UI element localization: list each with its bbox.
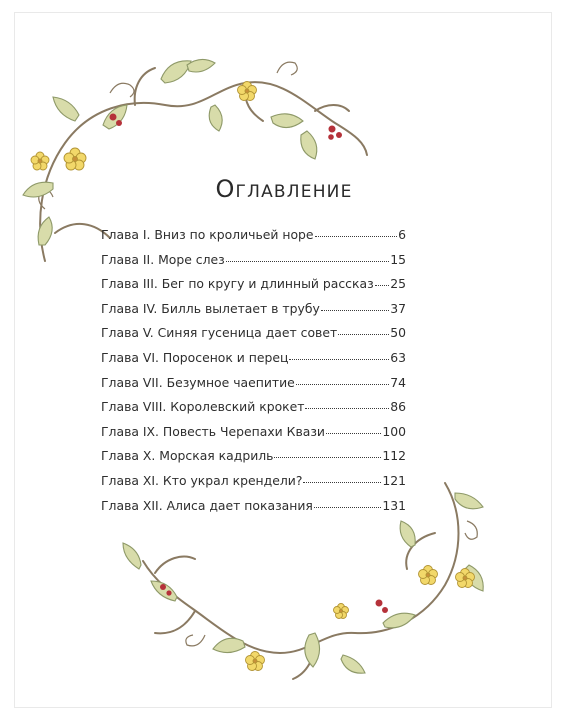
toc-entry-title: Глава II. Море слез bbox=[101, 251, 225, 267]
dot-leader bbox=[303, 482, 381, 483]
toc-entry-title: Глава IX. Повесть Черепахи Квази bbox=[101, 423, 325, 439]
toc-entry-chapter-8[interactable] bbox=[101, 399, 406, 424]
dot-leader bbox=[305, 408, 389, 409]
toc-entry-chapter-4[interactable] bbox=[101, 301, 406, 326]
dot-leader bbox=[338, 334, 389, 335]
toc-entry-title: Глава V. Синяя гусеница дает совет bbox=[101, 325, 338, 341]
toc-entry-chapter-3[interactable] bbox=[101, 276, 406, 301]
dot-leader bbox=[321, 310, 389, 311]
dot-leader bbox=[375, 285, 390, 286]
toc-entry-title: Глава VI. Поросенок и перец bbox=[101, 349, 289, 365]
toc-entry-chapter-6[interactable] bbox=[101, 350, 406, 375]
toc-entry-chapter-12[interactable] bbox=[101, 498, 406, 523]
dot-leader bbox=[226, 261, 389, 262]
toc-entry-page-number: 121 bbox=[382, 472, 406, 488]
toc-entry-chapter-2[interactable] bbox=[101, 252, 406, 277]
toc-entry-page-number: 100 bbox=[382, 423, 406, 439]
toc-entry-chapter-9[interactable] bbox=[101, 424, 406, 449]
toc-entry-chapter-11[interactable] bbox=[101, 473, 406, 498]
toc-entry-chapter-5[interactable] bbox=[101, 325, 406, 350]
toc-entry-page-number: 50 bbox=[390, 325, 406, 341]
toc-entry-page-number: 63 bbox=[390, 349, 406, 365]
toc-entry-title: Глава VIII. Королевский крокет bbox=[101, 399, 305, 415]
toc-entry-page-number: 15 bbox=[390, 251, 406, 267]
toc-entry-page-number: 37 bbox=[390, 300, 406, 316]
dot-leader bbox=[315, 236, 398, 237]
toc-entry-title: Глава VII. Безумное чаепитие bbox=[101, 374, 295, 390]
toc-entry-chapter-10[interactable] bbox=[101, 448, 406, 473]
page-title: Оглавление bbox=[215, 175, 353, 203]
toc-entry-page-number: 74 bbox=[390, 374, 406, 390]
dot-leader bbox=[314, 507, 381, 508]
toc-entry-title: Глава X. Морская кадриль bbox=[101, 448, 274, 464]
toc-entry-title: Глава XII. Алиса дает показания bbox=[101, 497, 313, 513]
table-of-contents bbox=[101, 227, 406, 522]
book-page bbox=[14, 12, 552, 708]
dot-leader bbox=[289, 359, 389, 360]
toc-entry-page-number: 6 bbox=[398, 227, 406, 242]
toc-entry-page-number: 131 bbox=[382, 497, 406, 513]
toc-entry-chapter-7[interactable] bbox=[101, 375, 406, 400]
toc-entry-title: Глава I. Вниз по кроличьей норе bbox=[101, 227, 314, 242]
dot-leader bbox=[274, 457, 381, 458]
toc-entry-title: Глава XI. Кто украл крендели? bbox=[101, 472, 303, 488]
toc-entry-chapter-1[interactable] bbox=[101, 227, 406, 252]
toc-entry-title: Глава IV. Билль вылетает в трубу bbox=[101, 300, 320, 316]
toc-entry-page-number: 25 bbox=[390, 276, 406, 292]
dot-leader bbox=[326, 433, 381, 434]
toc-entry-page-number: 112 bbox=[382, 448, 406, 464]
toc-entry-title: Глава III. Бег по кругу и длинный рассказ bbox=[101, 276, 374, 292]
toc-entry-page-number: 86 bbox=[390, 399, 406, 415]
dot-leader bbox=[296, 384, 389, 385]
